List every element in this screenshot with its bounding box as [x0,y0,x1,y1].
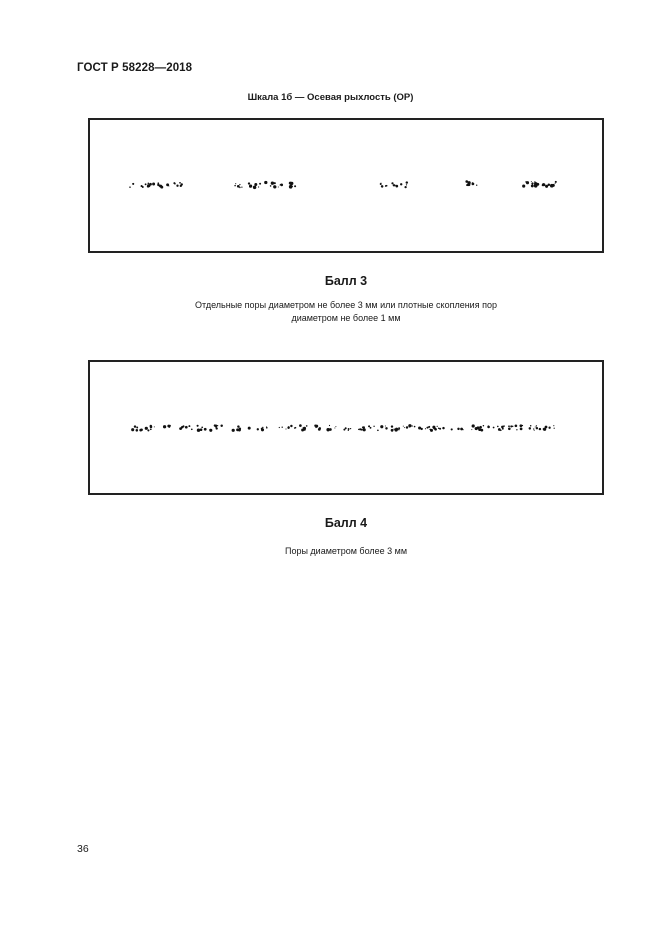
pore-dot [209,429,212,432]
pore-dot [497,426,499,428]
pore-dot [460,428,463,431]
pore-dot [237,425,239,427]
pore-dot [237,185,240,188]
pore-dot [395,185,398,188]
pore-dot [432,429,433,430]
pore-dot [545,185,548,188]
pore-dot [148,183,150,185]
pore-dot [408,424,411,427]
pore-dot [412,425,413,426]
pore-dot [232,429,235,432]
pore-dot [129,186,131,188]
specimen-image-grade-4 [88,360,604,495]
pore-dot [487,426,490,429]
pore-dot [145,427,148,430]
pore-dot [271,182,274,185]
pore-dot [278,187,279,188]
pore-dot [274,182,276,184]
pore-dot [472,426,473,427]
pore-dot [433,427,436,430]
pore-dot [235,183,236,184]
pore-dot [280,184,281,185]
pore-dot [173,182,175,184]
pore-dot [531,184,534,187]
pore-dot [404,427,405,428]
pore-dot [414,426,416,428]
pore-dot [394,428,397,431]
pore-dot [400,183,402,185]
page-number: 36 [77,843,89,855]
pore-dot [134,425,136,427]
pore-dot [197,425,199,427]
pore-dot [326,428,329,431]
pore-dot [534,430,535,431]
pore-dot [479,426,482,429]
pore-dot [254,183,257,186]
pore-dot [329,425,330,426]
pore-dot [257,428,259,430]
pore-dot [508,425,510,427]
grade-3-description-line-2: диаметром не более 1 мм [291,313,401,323]
pore-dot [406,184,407,185]
pore-dot [406,181,408,183]
pore-dot [150,426,153,429]
document-header: ГОСТ Р 58228—2018 [77,62,193,74]
pore-dot [396,429,397,430]
pore-dot [262,427,263,428]
pore-dot [463,429,464,430]
pore-dot [380,183,381,184]
pore-dot [476,185,477,186]
pore-dot [526,181,529,184]
pore-dot [471,429,472,430]
grade-3-title: Балл 3 [324,274,368,288]
pore-dot [361,429,363,431]
pore-dot [385,427,387,429]
pore-dot [279,427,280,428]
pore-dot [131,428,134,431]
pore-dot [536,425,537,426]
pore-dot [264,181,267,184]
pore-dot [428,426,430,428]
pore-dot [542,184,544,186]
pore-dot [294,185,296,187]
pore-dot [531,181,532,182]
pore-dot [147,429,149,431]
pore-dot [147,184,149,186]
pore-dot [503,425,505,427]
pore-dot [253,186,256,189]
pore-dot [535,427,536,428]
pore-dot [368,425,370,427]
pore-dot [282,427,283,428]
pore-dot [188,425,190,427]
pore-dot [215,426,217,428]
grade-4-title: Балл 4 [324,516,368,530]
pore-dot [475,428,477,430]
pore-dot [520,424,523,427]
pore-dot [483,425,484,426]
pore-dot [377,429,379,431]
pore-dot [554,428,555,429]
pore-dot [421,428,423,430]
pore-dot [350,428,351,429]
pore-dot [154,426,155,427]
pore-dot [510,425,512,427]
pore-dot [391,429,394,432]
pore-dot [142,186,144,188]
pore-dot [290,425,292,427]
pore-dot [437,426,438,427]
pore-dot [535,185,537,187]
pore-dot [536,427,538,429]
pore-dot [299,424,302,427]
pore-dot [270,185,272,187]
pore-dot [145,183,147,185]
pore-dot [159,185,162,188]
pore-dot [555,183,556,184]
pore-dot [480,429,483,432]
pore-dot [295,427,297,429]
pore-dot [403,426,404,427]
grade-4-description [0,545,661,558]
pore-dot [508,428,511,431]
grade-3-description-line-1: Отдельные поры диаметром не более 3 мм или плотные скопления пор [195,300,497,310]
pore-dot [157,184,159,186]
pore-dot [398,427,400,429]
pore-dot [531,182,533,184]
pore-dot [176,185,178,187]
pore-dot [522,185,525,188]
pore-dot [204,428,207,431]
pore-dot [539,428,541,430]
pore-dot [150,428,152,430]
pore-dot [451,428,453,430]
pore-dot [136,429,139,432]
pore-dot [348,428,350,430]
pore-dot [319,427,321,429]
pore-dot [248,427,251,430]
pore-dot [200,428,203,431]
pore-dot [345,427,347,429]
pore-dot [249,185,252,188]
pore-dot [239,184,240,185]
pore-dot [520,428,523,431]
pore-dot [381,185,384,188]
porosity-pattern-grade-3 [90,120,602,251]
pore-dot [334,428,335,429]
pore-dot [553,425,554,426]
pore-dot [259,183,261,185]
pore-dot [239,427,241,429]
pore-dot [533,428,534,429]
pore-dot [438,427,440,429]
pore-dot [493,427,495,429]
pore-dot [373,426,374,427]
pore-dot [201,426,203,428]
pore-dot [348,430,349,431]
pore-dot [290,184,292,186]
pore-dot [258,186,259,187]
pore-dot [132,183,134,185]
grade-3-description [0,299,661,325]
pore-dot [370,427,372,429]
pore-dot [516,429,517,430]
pore-dot [385,425,386,426]
scale-title: Шкала 1б — Осевая рыхлость (ОР) [247,92,414,103]
pore-dot [285,428,286,429]
pore-dot [241,186,242,187]
pore-dot [220,425,222,427]
pore-dot [530,425,532,427]
pore-dot [185,426,188,429]
pore-dot [391,425,393,427]
pore-dot [152,183,155,186]
pore-dot [466,184,468,186]
pore-dot [288,426,290,428]
pore-dot [472,182,473,183]
pore-dot [404,186,406,188]
pore-dot [179,182,181,184]
pore-dot [442,427,444,429]
pore-dot [306,425,308,427]
grade-4-description-line-1: Поры диаметром более 3 мм [284,546,408,556]
pore-dot [167,425,170,428]
pore-dot [502,428,504,430]
pore-dot [380,425,383,428]
pore-dot [548,427,550,429]
pore-dot [529,428,530,429]
pore-dot [425,428,426,429]
pore-dot [234,185,236,187]
pore-dot [180,183,182,185]
pore-dot [394,428,395,429]
porosity-pattern-grade-4 [90,362,602,493]
pore-dot [217,425,218,426]
pore-dot [303,427,306,430]
pore-dot [266,426,267,427]
pore-dot [163,425,166,428]
pore-dot [406,426,408,428]
pore-dot [550,184,554,188]
pore-dot [335,426,336,427]
pore-dot [465,180,467,182]
pore-dot [191,428,193,430]
pore-dot [386,185,388,187]
pore-dot [457,428,459,430]
pore-dot [391,182,393,184]
pore-dot [363,428,366,431]
pore-dot [315,425,318,428]
pore-dot [543,428,546,431]
pore-dot [515,424,518,427]
specimen-image-grade-3 [88,118,604,253]
pore-dot [248,182,250,184]
pore-dot [358,429,359,430]
pore-dot [139,429,142,432]
pore-dot [500,430,502,432]
pore-dot [499,428,500,429]
pore-dot [197,429,200,432]
pore-dot [555,181,557,183]
pore-dot [394,184,396,186]
pore-dot [273,185,276,188]
pore-dot [182,426,184,428]
pore-dot [166,183,169,186]
pore-dot [136,427,138,429]
pore-dot [179,427,182,430]
pore-dot [430,429,433,432]
